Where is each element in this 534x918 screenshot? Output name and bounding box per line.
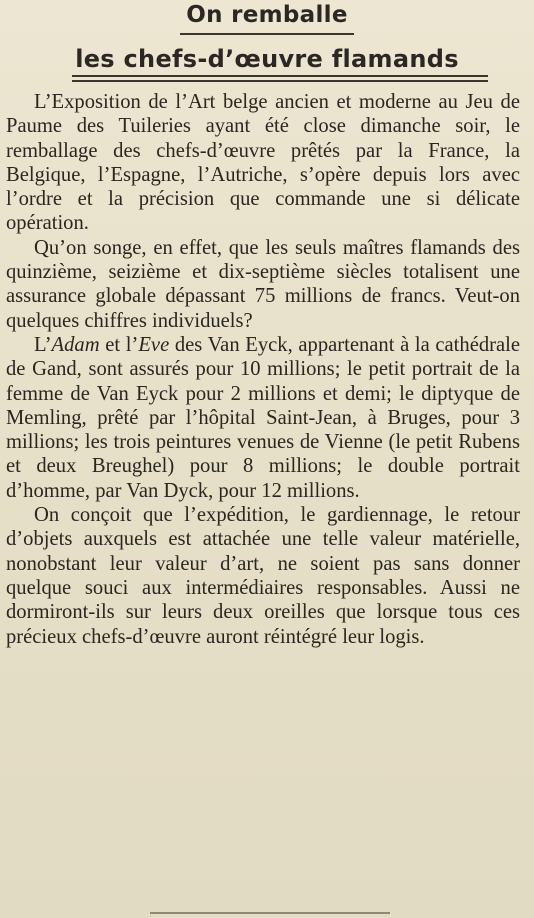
headline-subtitle: les chefs-d’œuvre flamands (75, 45, 459, 73)
p3-et: et l’ (99, 333, 139, 356)
p3-rest: des Van Eyck, appartenant à la cathédrale de Gand, sont assurés pour 10 millions; le petit portrait de la femme de Van Eyck pour 2 millions et demi; le diptyque de Memling, prêté par l’hôpital Saint-Jean, à Bruges, pour 3 millions; les trois peintures venues de Vienne (le petit Rubens et deux Breughel) pour 8 millions; le double portrait d’homme, par Van Dyck, pour 12 millions. (6, 333, 520, 502)
headline-title-rule (180, 33, 354, 35)
article-paragraph-3 (6, 333, 520, 503)
article-paragraph-1: L’Exposition de l’Art belge ancien et moderne au Jeu de Paume des Tuileries ayant été close dimanche soir, le remballage des chefs-d’œuvre prêtés par la France, la Belgique, l’Espagne, l’Autriche, s’opère depuis lors avec l’ordre et la précision que commande une si délicate opération. (6, 91, 520, 235)
article-paragraph-4: On conçoit que l’expédition, le gardiennage, le retour d’objets auxquels est attachée une telle valeur matérielle, nonobstant leur valeur d’art, ne soient pas sans donner quelque souci aux intermédiaires responsables. Aussi ne dormiront-ils sur leurs deux oreilles que lorsque tous ces précieux chefs-d’œuvre auront réintégré leur logis. (6, 504, 520, 648)
bottom-divider (150, 912, 390, 914)
article-paragraph-2: Qu’on songe, en effet, que les seuls maîtres flamands des quinzième, seizième et dix-septième siècles totalisent une assurance globale dépassant 75 millions de francs. Veut-on quelques chiffres individuels? (6, 236, 520, 332)
headline-subtitle-rule-bottom (72, 80, 488, 82)
article-body (6, 90, 520, 649)
headline-title: On remballe (186, 2, 348, 28)
p3-start: L’ (34, 333, 52, 356)
adam-title: Adam (51, 333, 100, 356)
headline-subtitle-rule-top (72, 75, 488, 77)
eve-title: Eve (138, 333, 170, 356)
